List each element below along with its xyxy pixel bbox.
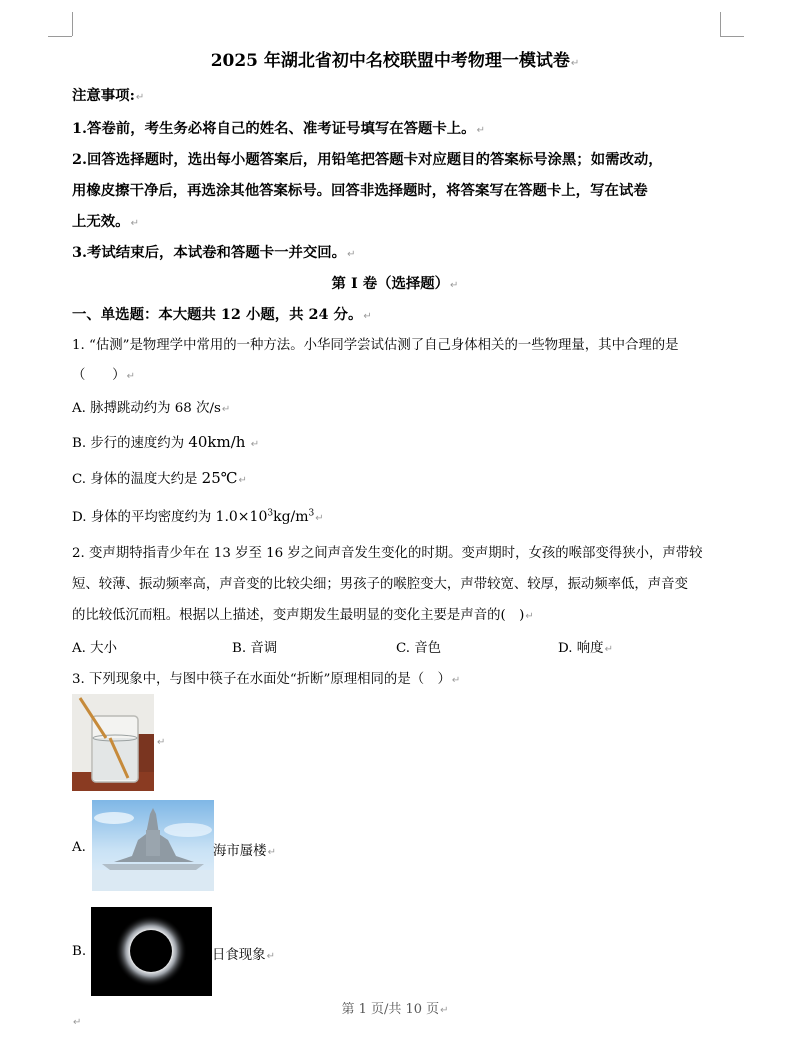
q3-option-a-label: 海市蜃楼↵ xyxy=(213,844,276,859)
page-footer: 第 1 页/共 10 页↵ xyxy=(341,1002,449,1017)
notes-item-2-line-2: 用橡皮擦干净后，再选涂其他答案标号。回答非选择题时，将答案写在答题卡上，写在试卷 xyxy=(72,182,648,199)
crop-mark-top-right-vertical xyxy=(720,12,721,36)
q1-stem-line-2: （ ）↵ xyxy=(72,368,135,383)
q2-stem-line-1: 2. 变声期特指青少年在 13 岁至 16 岁之间声音发生变化的时期。变声期时，女孩的喉部变得狭小，声带较 xyxy=(72,546,703,561)
crop-mark-top-right-horizontal xyxy=(720,36,744,37)
notes-item-3: 3.考试结束后，本试卷和答题卡一并交回。↵ xyxy=(72,244,356,261)
part-title: 一、单选题：本大题共 12 小题，共 24 分。↵ xyxy=(72,306,372,323)
notes-item-2-line-3: 上无效。↵ xyxy=(72,213,139,230)
q2-option-a: A. 大小 xyxy=(72,641,117,656)
trailing-paragraph-mark: ↵ xyxy=(73,1017,82,1028)
solar-eclipse-image xyxy=(91,907,212,996)
crop-mark-top-left-horizontal xyxy=(48,36,72,37)
q3-option-a-prefix: A. xyxy=(72,840,86,855)
q1-option-a: A. 脉搏跳动约为 68 次/s↵ xyxy=(72,401,231,416)
q3-stem: 3. 下列现象中，与图中筷子在水面处“折断”原理相同的是（ ）↵ xyxy=(72,672,461,687)
document-title: 2025 年湖北省初中名校联盟中考物理一模试卷↵ xyxy=(210,51,580,71)
q1-option-b: B. 步行的速度约为 40km/h ↵ xyxy=(72,433,260,451)
section-title: 第 I 卷（选择题）↵ xyxy=(331,275,459,292)
q2-stem-line-2: 短、较薄、振动频率高，声音变的比较尖细；男孩子的喉腔变大，声带较宽、较厚，振动频率低，声音变 xyxy=(72,577,688,592)
crop-mark-top-left-vertical xyxy=(72,12,73,36)
q1-option-d: D. 身体的平均密度约为 $1.0\times 10^3kg/m^3↵$ xyxy=(72,508,324,525)
q3-option-b-label: 日食现象↵ xyxy=(212,948,275,963)
notes-item-1: 1.答卷前，考生务必将自己的姓名、准考证号填写在答题卡上。↵ xyxy=(72,120,485,137)
q3-option-b-prefix: B. xyxy=(72,944,87,959)
q2-option-b: B. 音调 xyxy=(232,641,278,656)
mirage-image xyxy=(92,800,214,891)
q2-option-c: C. 音色 xyxy=(396,641,442,656)
q1-stem-line-1: 1. “估测”是物理学中常用的一种方法。小华同学尝试估测了自己身体相关的一些物理量，其中合理的是 xyxy=(72,338,679,353)
chopstick-in-water-image xyxy=(72,694,154,791)
notes-heading: 注意事项:↵ xyxy=(72,87,145,104)
q1-option-c: C. 身体的温度大约是 25℃↵ xyxy=(72,469,247,487)
q3-image-paragraph-mark: ↵ xyxy=(157,737,166,748)
q2-stem-line-3: 的比较低沉而粗。根据以上描述，变声期发生最明显的变化主要是声音的( )↵ xyxy=(72,608,534,623)
q2-options xyxy=(72,637,772,657)
notes-item-2-line-1: 2.回答选择题时，选出每小题答案后，用铅笔把答题卡对应题目的答案标号涂黑；如需改动， xyxy=(72,151,663,168)
q2-option-d: D. 响度↵ xyxy=(558,641,613,656)
